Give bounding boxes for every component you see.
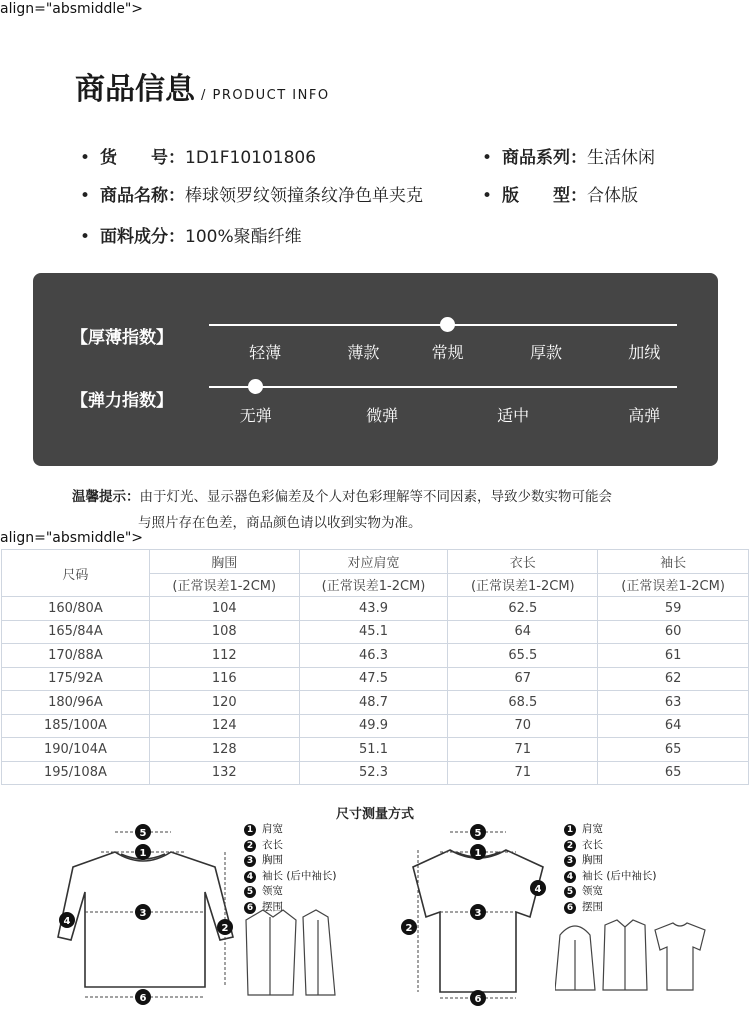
legend-item	[564, 853, 657, 869]
fit-value: 合体版	[587, 186, 639, 206]
table-cell: 64	[598, 714, 749, 738]
table-row	[2, 738, 749, 762]
legend-number-icon: 6	[564, 902, 576, 914]
name-label: 商品名称：	[100, 186, 186, 206]
col-header: 衣长	[448, 550, 598, 574]
legend-text: 肩宽	[262, 823, 283, 835]
legend-text: 领宽	[262, 885, 283, 897]
table-cell: 49.9	[299, 714, 448, 738]
table-cell: 51.1	[299, 738, 448, 762]
thickness-option: 厚款	[529, 343, 562, 362]
elasticity-option: 微弹	[366, 406, 399, 425]
svg-text:5: 5	[474, 828, 482, 839]
table-cell: 190/104A	[2, 738, 150, 762]
svg-text:6: 6	[474, 994, 482, 1005]
table-cell: 62.5	[448, 597, 598, 621]
thickness-option: 轻薄	[249, 343, 282, 362]
col-header: 袖长	[598, 550, 749, 574]
svg-text:4: 4	[534, 884, 542, 895]
table-cell: 60	[598, 620, 749, 644]
thickness-knob	[440, 317, 455, 332]
elasticity-option: 适中	[497, 406, 530, 425]
legend-number-icon: 1	[244, 824, 256, 836]
table-row	[2, 714, 749, 738]
table-cell: 62	[598, 667, 749, 691]
table-cell: 185/100A	[2, 714, 150, 738]
tshirt-diagram-icon	[398, 822, 558, 1007]
legend-text: 领宽	[582, 885, 603, 897]
title-cn: 商品信息	[75, 72, 195, 107]
table-cell: 170/88A	[2, 644, 150, 668]
table-header-row-1	[2, 550, 749, 574]
table-cell: 65	[598, 761, 749, 785]
table-cell: 46.3	[299, 644, 448, 668]
tip-line1: 由于灯光、显示器色彩偏差及个人对色彩理解等不同因素，导致少数实物可能会	[139, 489, 612, 505]
thickness-label: 【厚薄指数】	[71, 328, 173, 348]
table-cell: 63	[598, 691, 749, 715]
table-row	[2, 620, 749, 644]
table-cell: 71	[448, 738, 598, 762]
table-cell: 132	[149, 761, 299, 785]
legend-text: 胸围	[262, 854, 283, 866]
fabric-value: 100%聚酯纤维	[185, 227, 302, 247]
table-cell: 68.5	[448, 691, 598, 715]
table-cell: 124	[149, 714, 299, 738]
table-cell: 180/96A	[2, 691, 150, 715]
warm-tip	[72, 484, 612, 536]
page-title	[75, 64, 330, 108]
col-header: 对应肩宽	[299, 550, 448, 574]
col-note: (正常误差1-2CM)	[299, 573, 448, 597]
table-cell: 160/80A	[2, 597, 150, 621]
table-cell: 59	[598, 597, 749, 621]
table-cell: 71	[448, 761, 598, 785]
elasticity-track	[209, 386, 677, 388]
series-label: 商品系列：	[502, 148, 588, 168]
svg-text:6: 6	[139, 993, 147, 1004]
svg-text:2: 2	[221, 923, 229, 934]
legend-item	[564, 900, 657, 916]
table-cell: 112	[149, 644, 299, 668]
svg-text:1: 1	[474, 848, 482, 859]
table-cell: 48.7	[299, 691, 448, 715]
legend-text: 肩宽	[582, 823, 603, 835]
fit-label: 版 型：	[502, 186, 588, 206]
table-cell: 116	[149, 667, 299, 691]
legend-number-icon: 4	[244, 871, 256, 883]
table-cell: 108	[149, 620, 299, 644]
svg-text:1: 1	[139, 848, 147, 859]
table-cell: 120	[149, 691, 299, 715]
jacket-sketch-icon	[238, 905, 338, 1000]
svg-text:3: 3	[139, 908, 147, 919]
legend-item	[244, 869, 337, 885]
thickness-option: 加绒	[628, 343, 661, 362]
table-cell: 61	[598, 644, 749, 668]
col-header: 胸围	[149, 550, 299, 574]
info-name: • 商品名称：棒球领罗纹领撞条纹净色单夹克	[80, 186, 424, 206]
table-cell: 195/108A	[2, 761, 150, 785]
info-series: • 商品系列：生活休闲	[482, 148, 656, 168]
legend-item	[244, 884, 337, 900]
table-cell: 104	[149, 597, 299, 621]
thickness-option: 薄款	[347, 343, 380, 362]
stray-markup-text-2: align="absmiddle">	[0, 530, 144, 546]
legend-item	[564, 822, 657, 838]
sweater-diagram-icon	[55, 822, 240, 1007]
series-value: 生活休闲	[587, 148, 656, 168]
svg-text:4: 4	[63, 916, 71, 927]
info-fit: • 版 型：合体版	[482, 186, 639, 206]
table-cell: 45.1	[299, 620, 448, 644]
col-note: (正常误差1-2CM)	[598, 573, 749, 597]
tip-line2: 与照片存在色差，商品颜色请以收到实物为准。	[138, 515, 422, 531]
legend-text: 胸围	[582, 854, 603, 866]
table-cell: 128	[149, 738, 299, 762]
elasticity-knob	[248, 379, 263, 394]
legend-number-icon: 3	[564, 855, 576, 867]
title-en: / PRODUCT INFO	[201, 88, 330, 103]
table-row	[2, 597, 749, 621]
tip-label: 温馨提示：	[72, 489, 140, 505]
table-cell: 65.5	[448, 644, 598, 668]
table-cell: 175/92A	[2, 667, 150, 691]
legend-text: 摆围	[582, 900, 603, 913]
legend-number-icon: 5	[564, 886, 576, 898]
svg-text:5: 5	[139, 828, 147, 839]
legend-item	[564, 869, 657, 885]
info-fabric: • 面料成分：100%聚酯纤维	[80, 227, 302, 247]
measure-legend-left	[244, 822, 337, 915]
legend-number-icon: 2	[244, 840, 256, 852]
item-no-label: 货 号：	[100, 148, 186, 168]
table-row	[2, 667, 749, 691]
legend-number-icon: 3	[244, 855, 256, 867]
legend-number-icon: 2	[564, 840, 576, 852]
measure-legend-right	[564, 822, 657, 915]
svg-text:3: 3	[474, 908, 482, 919]
svg-text:2: 2	[405, 923, 413, 934]
table-cell: 52.3	[299, 761, 448, 785]
table-cell: 70	[448, 714, 598, 738]
item-no-value: 1D1F10101806	[185, 148, 317, 168]
legend-number-icon: 6	[244, 902, 256, 914]
table-cell: 47.5	[299, 667, 448, 691]
legend-text: 摆围	[262, 900, 283, 913]
fabric-label: 面料成分：	[100, 227, 186, 247]
index-panel	[33, 273, 718, 466]
legend-item	[244, 853, 337, 869]
legend-text: 袖长 (后中袖长)	[582, 869, 657, 882]
legend-number-icon: 4	[564, 871, 576, 883]
legend-number-icon: 5	[244, 886, 256, 898]
legend-item	[564, 884, 657, 900]
elasticity-option: 无弹	[239, 406, 272, 425]
col-note: (正常误差1-2CM)	[448, 573, 598, 597]
table-cell: 43.9	[299, 597, 448, 621]
table-row	[2, 691, 749, 715]
legend-item	[564, 838, 657, 854]
table-row	[2, 761, 749, 785]
legend-item	[244, 838, 337, 854]
elasticity-label: 【弹力指数】	[71, 391, 173, 411]
name-value: 棒球领罗纹领撞条纹净色单夹克	[185, 186, 424, 206]
stray-markup-text: align="absmiddle">	[0, 1, 144, 17]
table-cell: 67	[448, 667, 598, 691]
legend-text: 衣长	[262, 838, 283, 851]
table-cell: 165/84A	[2, 620, 150, 644]
col-note: (正常误差1-2CM)	[149, 573, 299, 597]
table-cell: 64	[448, 620, 598, 644]
elasticity-option: 高弹	[628, 406, 661, 425]
legend-number-icon: 1	[564, 824, 576, 836]
size-header: 尺码	[2, 550, 150, 597]
table-cell: 65	[598, 738, 749, 762]
thickness-option: 常规	[431, 343, 464, 362]
size-table	[1, 549, 749, 785]
measure-title: 尺寸测量方式	[335, 807, 414, 822]
legend-item	[244, 822, 337, 838]
legend-text: 袖长 (后中袖长)	[262, 869, 337, 882]
apparel-sketch-icon	[555, 915, 715, 995]
table-row	[2, 644, 749, 668]
legend-text: 衣长	[582, 838, 603, 851]
info-item-no: • 货 号：1D1F10101806	[80, 148, 317, 168]
